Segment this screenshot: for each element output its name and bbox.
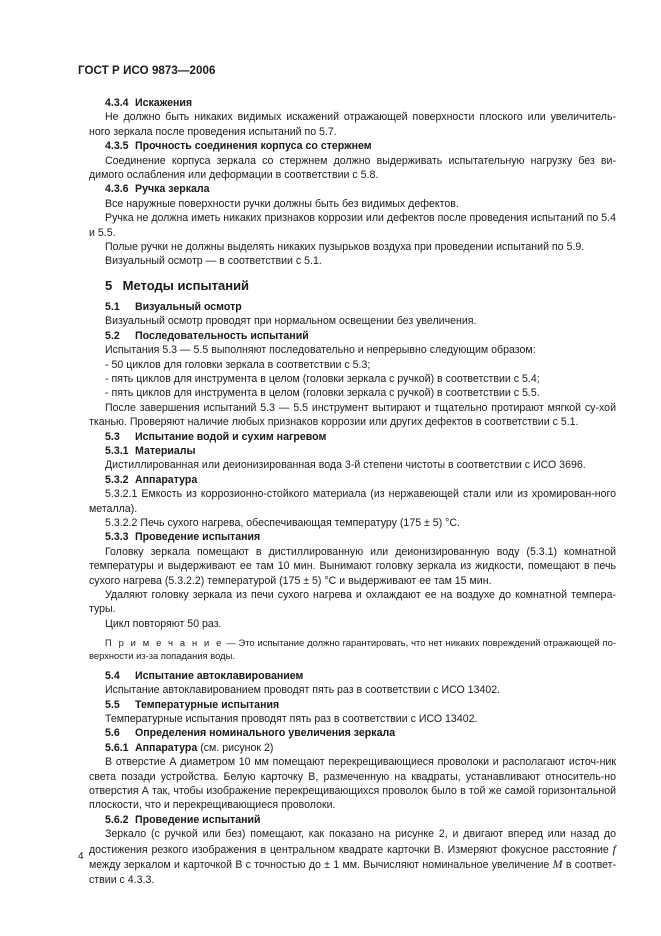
section-number: 4.3.6: [105, 183, 129, 196]
list-item: - пять циклов для инструмента в целом (головки зеркала с ручкой) в соответствии с 5.5.: [105, 387, 540, 400]
paragraph: Полые ручки не должны выделять никаких пузырьков воздуха при проведении испытаний по 5.9.: [105, 241, 585, 254]
section-heading-5-6-1: [105, 741, 616, 755]
paragraph: Цикл повторяют 50 раз.: [105, 617, 222, 630]
section-number: 5.2: [105, 329, 120, 342]
section-number: 5: [105, 277, 113, 293]
section-heading-5-2: [105, 329, 616, 343]
note-text: — Это испытание должно гарантировать, что нет никаких повреждений отражающей по-верхности из-за попадания воды.: [89, 637, 616, 662]
section-heading-5-4: [105, 669, 616, 683]
section-number: 5.4: [105, 669, 120, 682]
paragraph: 5.3.2.2 Печь сухого нагрева, обеспечивающая температуру (175 ± 5) °С.: [105, 516, 461, 529]
section-title: Испытание автоклавированием: [135, 669, 304, 682]
section-title-reference: (см. рисунок 2): [197, 741, 274, 754]
paragraph: В отверстие А диаметром 10 мм помещают перекрещивающиеся проволоки и располагают источ-ник света позади устройства. Белую карточку В, размеченную на квадраты, устанавливают относитель-но отверстия А так, чтобы изображение перекрещивающихся проволок было в той же самой горизонтальной плоскости, что и перекрещивающиеся проволоки.: [89, 756, 616, 812]
section-heading-5-6: [105, 726, 616, 740]
section-heading-5-1: [105, 300, 616, 314]
paragraph-text: Зеркало (с ручкой или без) помещают, как показано на рисунке 2, и двигают вперед или назад до достижения резкого изображения в центральном квадрате карточки В. Измеряют фокусное расстояние: [89, 828, 616, 856]
paragraph: Соединение корпуса зеркала со стержнем должно выдерживать испытательную нагрузку без ви-димого ослабления или деформации в соответствии с 5.8.: [89, 154, 616, 182]
symbol-f: f: [612, 841, 616, 856]
section-title: Аппаратура: [135, 741, 198, 754]
page-number: 4: [78, 851, 84, 862]
paragraph: Визуальный осмотр проводят при нормальном освещении без увеличения.: [105, 315, 477, 328]
section-title: Ручка зеркала: [135, 183, 210, 196]
section-title: Аппаратура: [135, 473, 198, 486]
paragraph: Головку зеркала помещают в дистиллированную или деионизированную воду (5.3.1) комнатной температуры и выдерживают ее там 10 мин. Вынимают головку зеркала из жидкости, помещают в печь сухого нагрева (5.3.2.2) температурой (175 ± 5) °С и выдерживают ее там 15 мин.: [89, 545, 616, 587]
section-title: Искажения: [135, 97, 193, 109]
list-item: - 50 циклов для головки зеркала в соответствии с 5.3;: [105, 358, 371, 371]
section-number: 5.6: [105, 727, 120, 740]
section-number: 5.5: [105, 698, 120, 711]
paragraph: Удаляют головку зеркала из печи сухого нагрева и охлаждают ее на воздухе до комнатной темпера-туры.: [89, 589, 616, 616]
list-item: - пять циклов для инструмента в целом (головки зеркала с ручкой) в соответствии с 5.4;: [105, 372, 540, 385]
section-number: 5.1: [105, 300, 120, 313]
paragraph: Визуальный осмотр — в соответствии с 5.1.: [105, 255, 322, 268]
section-heading-5-3: [105, 430, 616, 444]
paragraph: [89, 827, 616, 887]
note: [89, 637, 616, 663]
section-heading-5-3-1: [105, 444, 616, 458]
paragraph: Дистиллированная или деионизированная вода 3-й степени чистоты в соответствии с ИСО 3696.: [105, 459, 586, 472]
section-number: 5.6.2: [105, 813, 129, 826]
section-heading-5: [105, 278, 616, 294]
document-header: ГОСТ Р ИСО 9873—2006: [78, 65, 216, 77]
section-heading-5-3-2: [105, 473, 616, 487]
section-heading-4-3-4: [105, 96, 616, 110]
document-body: [89, 96, 616, 887]
paragraph-text: между зеркалом и карточкой В с точностью до ± 1 мм. Вычисляют номинальное увеличение: [89, 859, 553, 872]
section-title: Проведение испытания: [135, 531, 261, 544]
section-title: Проведение испытаний: [135, 813, 261, 826]
section-heading-4-3-5: [105, 139, 616, 153]
section-heading-5-3-3: [105, 530, 616, 544]
symbol-m: M: [552, 857, 563, 872]
paragraph: Не должно быть никаких видимых искажений отражающей поверхности плоского или увеличитель-ного зеркала после проведения испытаний по 5.7.: [89, 111, 616, 138]
section-heading-5-5: [105, 698, 616, 712]
section-heading-4-3-6: [105, 182, 616, 196]
section-title: Температурные испытания: [135, 698, 280, 711]
paragraph: После завершения испытаний 5.3 — 5.5 инструмент вытирают и тщательно протирают мягкой су-хой тканью. Проверяют наличие любых признаков коррозии или других дефектов в соответствии с 5.1.: [89, 401, 616, 429]
section-title: Прочность соединения корпуса со стержнем: [135, 140, 372, 153]
section-title: Определения номинального увеличения зеркала: [135, 727, 396, 740]
paragraph: Все наружные поверхности ручки должны быть без видимых дефектов.: [105, 197, 459, 210]
section-title: Испытание водой и сухим нагревом: [135, 430, 327, 443]
section-number: 5.3: [105, 430, 120, 443]
paragraph: Температурные испытания проводят пять раз в соответствии с ИСО 13402.: [105, 713, 478, 726]
paragraph: 5.3.2.1 Емкость из коррозионно-стойкого материала (из нержавеющей стали или из хромирован-ного металла).: [89, 488, 616, 515]
section-title: Визуальный осмотр: [135, 300, 242, 313]
section-number: 4.3.5: [105, 140, 129, 153]
paragraph: Испытания 5.3 — 5.5 выполняют последовательно и непрерывно следующим образом:: [105, 344, 536, 357]
section-number: 4.3.4: [105, 97, 129, 109]
note-label: П р и м е ч а н и е: [105, 637, 224, 649]
section-number: 5.3.2: [105, 473, 129, 486]
paragraph-text: в соответ-ствии с 4.3.3.: [89, 859, 616, 886]
paragraph: Ручка не должна иметь никаких признаков коррозии или дефектов после проведения испытаний по 5.4 и 5.5.: [89, 212, 616, 239]
paragraph: Испытание автоклавированием проводят пять раз в соответствии с ИСО 13402.: [105, 684, 501, 697]
section-title: Материалы: [135, 444, 196, 457]
section-heading-5-6-2: [105, 813, 616, 827]
section-number: 5.3.1: [105, 444, 129, 457]
section-title: Методы испытаний: [122, 277, 250, 293]
section-number: 5.6.1: [105, 741, 129, 754]
section-title: Последовательность испытаний: [135, 329, 309, 342]
section-number: 5.3.3: [105, 531, 129, 544]
